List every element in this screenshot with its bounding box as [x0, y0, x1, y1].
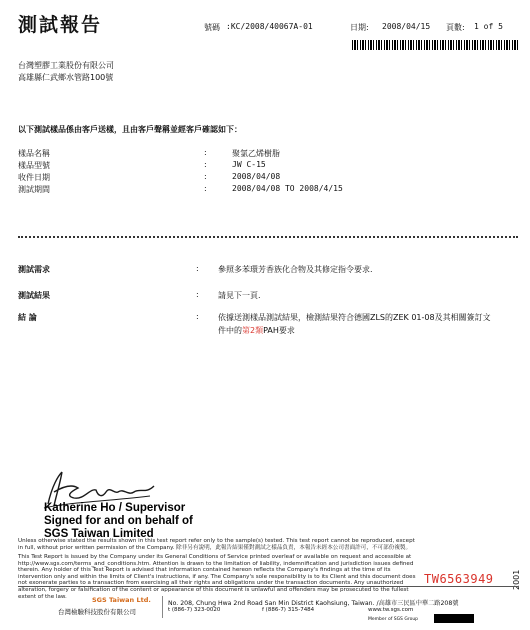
disclaimer-para-2	[18, 554, 416, 600]
conclusion-colon: :	[196, 312, 199, 321]
disclaimer-line: extent of the law.	[18, 593, 67, 600]
barcode	[352, 40, 518, 50]
disclaimer-para-1	[18, 538, 415, 551]
conclusion-line-1: 依據送測樣品測試結果，檢測結果符合德國ZLS的ZEK 01-08及其相關簽訂文	[218, 313, 491, 322]
footer-divider	[18, 586, 518, 587]
date-label: 日期:	[350, 23, 369, 32]
disclaimer-line: Unless otherwise stated the results shown in this test report refer only to the sample(s) tested. This test report cannot be reproduced, except	[18, 538, 415, 544]
signed-on-behalf: Signed for and on behalf of	[44, 515, 193, 527]
receive-date-value: 2008/04/08	[232, 172, 281, 181]
disclaimer-line: intervention only and within the limits of Client's instructions, if any. The Company's sole responsibility is to its Client and this document does	[18, 573, 416, 580]
report-title: 測試報告	[18, 14, 103, 36]
disclaimer-line: This Test Report is issued by the Company under its General Conditions of Service printed overleaf or available on request and accessible at	[18, 554, 412, 560]
footer-member: Member of SGS Group	[368, 617, 419, 622]
receive-date-label: 收件日期	[18, 173, 50, 182]
sample-model-label: 樣品型號	[18, 161, 50, 170]
disclaimer-line: alteration, forgery or falsification of the content or appearance of this document is unlawful and offenders may be prosecuted to the fullest	[18, 586, 409, 593]
footer-fax: f (886-7) 315-7484	[262, 607, 315, 613]
conclusion-text-b: PAH要求	[263, 326, 295, 335]
footer-website[interactable]: www.tw.sgs.com	[368, 607, 414, 613]
test-period-label: 測試期間	[18, 185, 50, 194]
footer-company-en: SGS Taiwan Ltd.	[92, 596, 151, 604]
disclaimer-line: therein. Any holder of this Test Report is advised that information contained hereon reflects the Company's findings at the time of its	[18, 567, 391, 574]
client-name: 台灣塑膠工業股份有限公司	[18, 61, 114, 70]
test-period-value: 2008/04/08 TO 2008/4/15	[232, 184, 343, 193]
test-result-colon: :	[196, 290, 199, 299]
report-date: 2008/04/15	[382, 22, 431, 31]
test-result-value: 請見下一頁.	[218, 291, 261, 300]
report-number-label: 號碼	[204, 23, 220, 32]
serial-number: TW6563949	[424, 572, 494, 586]
page-label: 頁數:	[446, 23, 465, 32]
sample-model-value: JW C-15	[232, 160, 266, 169]
footer-tel: t (886-7) 323-0020	[168, 607, 221, 613]
conclusion-text-a: 件中的	[218, 326, 242, 335]
terms-link[interactable]: http://www.sgs.com/terms_and_conditions.htm. Attention is drawn to the limitation of liability, indemnification and jurisdiction issues defined	[18, 560, 414, 567]
sample-model-colon: :	[204, 160, 207, 169]
receive-date-colon: :	[204, 172, 207, 181]
side-code: 2001	[512, 569, 521, 590]
test-request-value: 參照多苯環芳香族化合物及其修定指令要求.	[218, 265, 373, 274]
sample-name-colon: :	[204, 148, 207, 157]
section-divider	[18, 236, 518, 238]
intro-statement: 以下測試樣品係由客戶送樣，且由客戶聲稱並經客戶確認如下：	[18, 125, 242, 134]
test-period-colon: :	[204, 184, 207, 193]
sample-name-label: 樣品名稱	[18, 149, 50, 158]
test-result-label: 測試結果	[18, 291, 50, 300]
conclusion-label: 結 論	[18, 313, 37, 322]
test-request-label: 測試需求	[18, 265, 50, 274]
conclusion-highlight: 第2類	[242, 326, 264, 335]
signer-name: Katherine Ho / Supervisor	[44, 502, 186, 514]
report-number: :KC/2008/40067A-01	[226, 22, 313, 31]
sgs-logo	[434, 614, 474, 623]
sample-name-value: 聚氯乙烯樹脂	[232, 149, 280, 158]
footer-address: No. 208, Chung Hwa 2nd Road San Min District Kaohsiung, Taiwan. /高雄市三民區中華二路208號	[168, 600, 459, 607]
disclaimer-line: not exonerate parties to a transaction from exercising all their rights and obligations under the transaction documents. Any unauthorized	[18, 580, 404, 587]
footer-separator	[162, 596, 163, 618]
client-address: 高雄縣仁武鄉水管路100號	[18, 73, 114, 82]
footer-company-zh: 台灣檢驗科技股份有限公司	[58, 608, 136, 616]
signing-company: SGS Taiwan Limited	[44, 528, 154, 540]
disclaimer-line: in full, without prior written permission of the Company. 除非另有說明，此報告結果僅對測試之樣品負責，本報告未經本公司書面許可，不可部份複製。	[18, 544, 412, 551]
conclusion-line-2	[218, 325, 295, 336]
test-request-colon: :	[196, 264, 199, 273]
page-count: 1 of 5	[474, 22, 503, 31]
